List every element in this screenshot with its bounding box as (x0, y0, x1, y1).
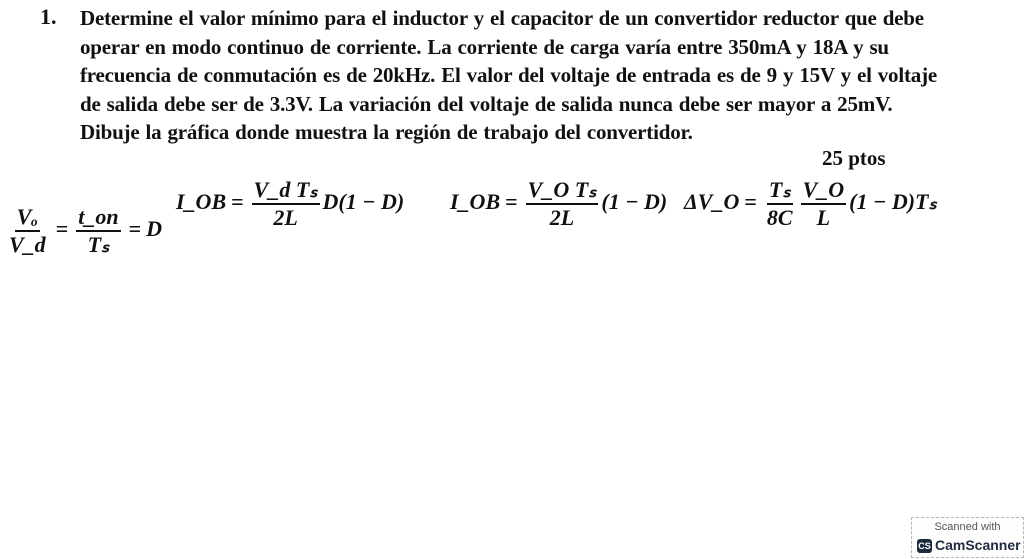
fraction-ton-ts: $\frac{t\_on}{\text{Tₛ}}$ (78, 204, 119, 257)
problem-number: 1. (40, 4, 57, 29)
problem-instruction: Dibuje la gráfica donde muestra la región de trabajo del convertidor. (80, 120, 693, 144)
fraction-ts-8c: $\frac{\text{Tₛ}}{8C}$ (766, 177, 793, 230)
points-label: 25 ptos (822, 146, 886, 170)
equation-iob-vo: I_OB = $\frac{\text{V\_O Tₛ}}{2L}$ (1 − D) (450, 177, 668, 230)
equation-duty-cycle: $\frac{\text{Vₒ}}{V\_d}$ = $\frac{t\_on}{\text{Tₛ}}$ = D (9, 204, 163, 257)
equation-iob-vd: I_OB = $\frac{\text{V\_d Tₛ}}{2L}$ D(1 − D) (176, 177, 405, 230)
fraction-vots-2l: $\frac{\text{V\_O Tₛ}}{2L}$ (527, 177, 597, 230)
problem-statement (80, 4, 940, 147)
fraction-vo-l: $\frac{V\_O}{L}$ (802, 177, 845, 230)
problem-text: Determine el valor mínimo para el inductor y el capacitor de un convertidor reductor que debe operar en modo continuo de corriente. La corriente de carga varía entre 350mA y 18A y su frecuencia de conmutación es de 20kHz. El valor del voltaje de entrada es de 9 y 15V y el voltaje de salida debe ser de 3.3V. La variación del voltaje de salida nunca debe ser mayor a 25mV. (80, 6, 938, 116)
camscanner-brand: CamScanner (935, 537, 1021, 553)
equation-ripple-voltage: ΔV_O = $\frac{\text{Tₛ}}{8C}$ $\frac{V\_O}{L}$ (1 − D)Tₛ (684, 177, 937, 230)
scanned-with-label: Scanned with (934, 521, 1001, 533)
camscanner-watermark (911, 517, 1024, 558)
fraction-vdts-2l: $\frac{\text{V\_d Tₛ}}{2L}$ (253, 177, 318, 230)
camscanner-logo-icon: CS (918, 541, 931, 551)
fraction-vo-vd: $\frac{\text{Vₒ}}{V\_d}$ (9, 204, 46, 257)
